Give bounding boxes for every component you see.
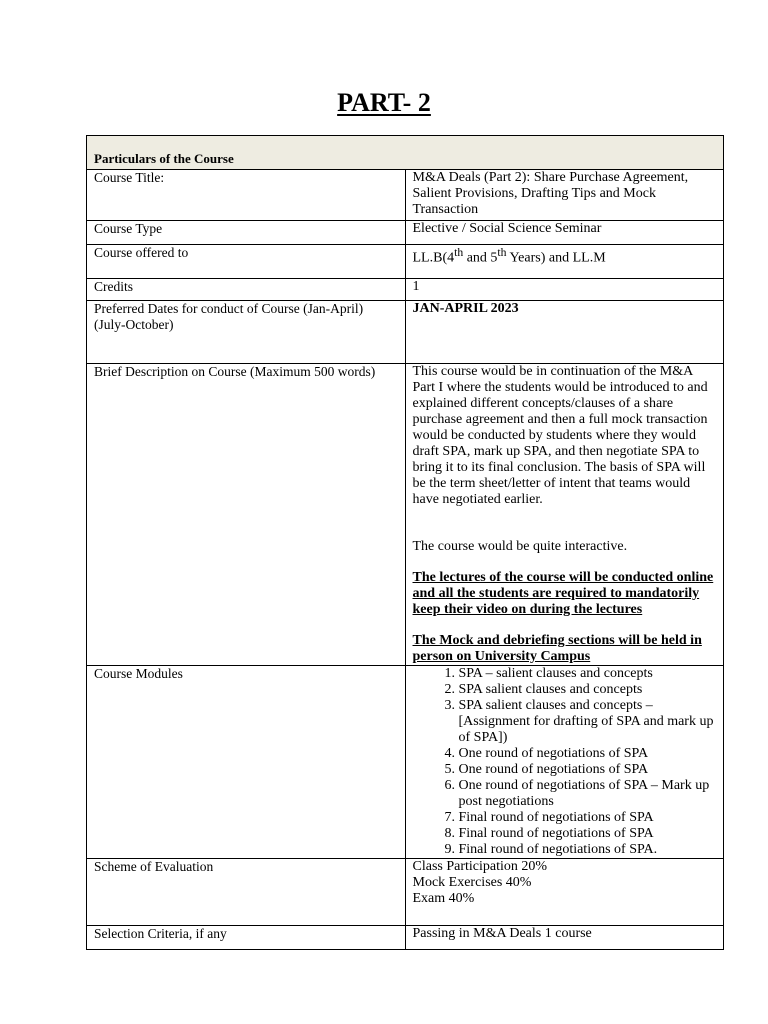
course-title-value: M&A Deals (Part 2): Share Purchase Agreement, Salient Provisions, Drafting Tips and Mock Transaction <box>405 170 724 221</box>
list-item: 1. SPA – salient clauses and concepts <box>459 666 717 682</box>
table-header-row <box>87 136 724 170</box>
evaluation-line: Exam 40% <box>412 891 475 906</box>
offered-mid: and 5 <box>463 250 498 266</box>
table-row <box>87 170 724 221</box>
course-offered-value <box>405 245 724 279</box>
course-particulars-table <box>86 135 724 950</box>
description-online-note: The lectures of the course will be conducted online and all the students are required to mandatorily keep their video on during the lectures <box>412 570 714 617</box>
table-row <box>87 859 724 926</box>
list-item: 6. One round of negotiations of SPA – Mark up post negotiations <box>459 778 717 810</box>
offered-suffix: Years) and LL.M <box>506 250 606 266</box>
preferred-dates-label: Preferred Dates for conduct of Course (Jan-April) (July-October) <box>87 301 406 364</box>
list-item: 7. Final round of negotiations of SPA <box>459 810 717 826</box>
selection-criteria-label: Selection Criteria, if any <box>87 926 406 950</box>
selection-criteria-value: Passing in M&A Deals 1 course <box>405 926 724 950</box>
preferred-dates-value: JAN-APRIL 2023 <box>405 301 724 364</box>
list-item: 4. One round of negotiations of SPA <box>459 746 717 762</box>
evaluation-value <box>405 859 724 926</box>
offered-prefix: LL.B(4 <box>412 250 455 266</box>
list-item: 9. Final round of negotiations of SPA. <box>459 842 717 858</box>
modules-value <box>405 666 724 859</box>
credits-label: Credits <box>87 279 406 301</box>
credits-value: 1 <box>405 279 724 301</box>
list-item: 8. Final round of negotiations of SPA <box>459 826 717 842</box>
table-row <box>87 279 724 301</box>
list-item: 5. One round of negotiations of SPA <box>459 762 717 778</box>
description-paragraph: This course would be in continuation of the M&A Part I where the students would be introduced to and explained different concepts/clauses of a share purchase agreement and then a full mock transaction would be conducted by students where they would draft SPA, mark up SPA, and then negotiate SPA to bring it to its final conclusion. The basis of SPA will be the term sheet/letter of intent that teams would have negotiated earlier. <box>412 364 708 507</box>
course-type-value: Elective / Social Science Seminar <box>405 221 724 245</box>
list-item: 2. SPA salient clauses and concepts <box>459 682 717 698</box>
modules-list <box>413 666 717 858</box>
evaluation-line: Class Participation 20% <box>412 859 548 874</box>
offered-sup-2: th <box>497 246 507 259</box>
description-campus-note: The Mock and debriefing sections will be held in person on University Campus <box>412 633 702 664</box>
table-header: Particulars of the Course <box>87 136 724 170</box>
description-paragraph: The course would be quite interactive. <box>412 539 628 554</box>
description-label: Brief Description on Course (Maximum 500 words) <box>87 364 406 666</box>
page-title: PART- 2 <box>337 88 431 117</box>
table-row <box>87 245 724 279</box>
table-row <box>87 364 724 666</box>
offered-sup-1: th <box>454 246 464 259</box>
table-row <box>87 221 724 245</box>
modules-label: Course Modules <box>87 666 406 859</box>
evaluation-line: Mock Exercises 40% <box>412 875 532 890</box>
course-title-label: Course Title: <box>87 170 406 221</box>
course-type-label: Course Type <box>87 221 406 245</box>
course-offered-label: Course offered to <box>87 245 406 279</box>
table-row <box>87 301 724 364</box>
list-item: 3. SPA salient clauses and concepts – [Assignment for drafting of SPA and mark up of SPA]) <box>459 698 717 746</box>
table-row <box>87 666 724 859</box>
description-value <box>405 364 724 666</box>
evaluation-label: Scheme of Evaluation <box>87 859 406 926</box>
table-row <box>87 926 724 950</box>
